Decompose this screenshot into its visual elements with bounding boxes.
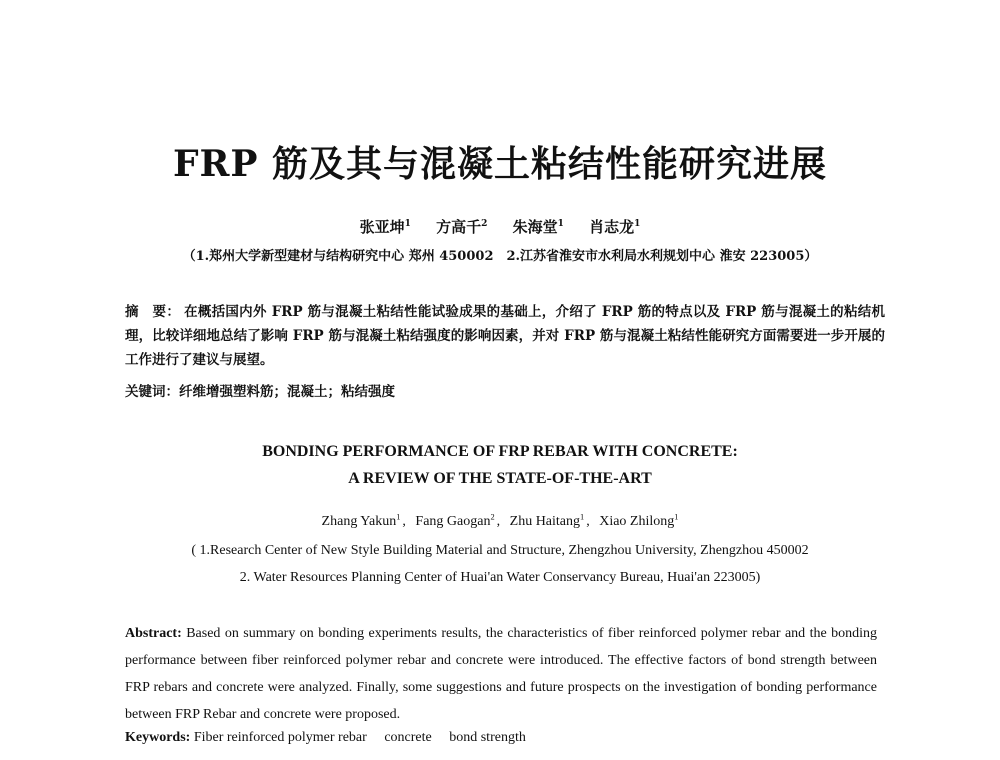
chinese-affiliation: （1.郑州大学新型建材与结构研究中心 郑州 450002 2.江苏省淮安市水利局水利规划中心 淮安 223005） bbox=[182, 249, 818, 264]
chinese-author: 张亚坤$^1$ bbox=[359, 218, 411, 236]
english-keyword: concrete bbox=[384, 730, 432, 745]
english-keywords bbox=[125, 730, 877, 746]
chinese-keywords-text: 纤维增强塑料筋；混凝土；粘结强度 bbox=[179, 384, 395, 400]
chinese-author: 方高千$^2$ bbox=[436, 218, 488, 236]
english-author: Xiao Zhilong$^1$ bbox=[599, 512, 679, 529]
english-keyword: bond strength bbox=[449, 730, 526, 745]
english-affiliation-line1: ( 1.Research Center of New Style Building Material and Structure, Zhengzhou University, Zhengzhou 450002 bbox=[191, 543, 809, 558]
english-abstract-text: Based on summary on bonding experiments results, the characteristics of fiber reinforced polymer rebar and the bonding performance between fiber reinforced polymer rebar and concrete were introduced. The effective factors of bond strength between FRP rebars and concrete were analyzed. Finally, some suggestions and future prospects on the investigation of bonding performance between FRP Rebar and concrete were proposed. bbox=[125, 626, 877, 722]
chinese-author: 肖志龙$^1$ bbox=[589, 218, 641, 236]
chinese-author-list bbox=[0, 216, 1000, 237]
english-keyword: Fiber reinforced polymer rebar bbox=[193, 730, 367, 745]
english-keywords-label: Keywords: bbox=[125, 730, 191, 745]
english-abstract bbox=[125, 620, 877, 728]
english-title-line2: A REVIEW OF THE STATE-OF-THE-ART bbox=[348, 470, 652, 487]
english-title bbox=[0, 438, 1000, 492]
english-author-list: Zhang Yakun$^1$ , Fang Gaogan$^2$ , Zhu Haitang$^1$ , Xiao Zhilong$^1$ bbox=[321, 512, 679, 529]
english-author: Zhang Yakun$^1$ bbox=[321, 512, 401, 529]
chinese-abstract-text: 在概括国内外 FRP 筋与混凝土粘结性能试验成果的基础上，介绍了 FRP 筋的特点以及 FRP 筋与混凝土的粘结机理，比较详细地总结了影响 FRP 筋与混凝土粘结强度的影响因素，并对 FRP 筋与混凝土粘结性能研究方面需要进一步开展的工作进行了建议与展望。 bbox=[125, 304, 885, 368]
chinese-abstract bbox=[125, 300, 885, 372]
chinese-abstract-label: 摘 要： bbox=[125, 304, 181, 320]
chinese-keywords bbox=[125, 380, 885, 400]
english-author: Fang Gaogan$^2$ bbox=[415, 512, 495, 529]
english-affiliation-line2: 2. Water Resources Planning Center of Huai'an Water Conservancy Bureau, Huai'an 223005) bbox=[239, 570, 761, 585]
english-author: Zhu Haitang$^1$ bbox=[509, 512, 585, 529]
chinese-keywords-label: 关键词： bbox=[125, 384, 179, 400]
english-title-line1: BONDING PERFORMANCE OF FRP REBAR WITH CONCRETE: bbox=[262, 443, 738, 460]
english-abstract-label: Abstract: bbox=[125, 626, 182, 641]
chinese-title: FRP 筋及其与混凝土粘结性能研究进展 bbox=[172, 143, 828, 185]
chinese-author: 朱海堂$^1$ bbox=[512, 218, 564, 236]
